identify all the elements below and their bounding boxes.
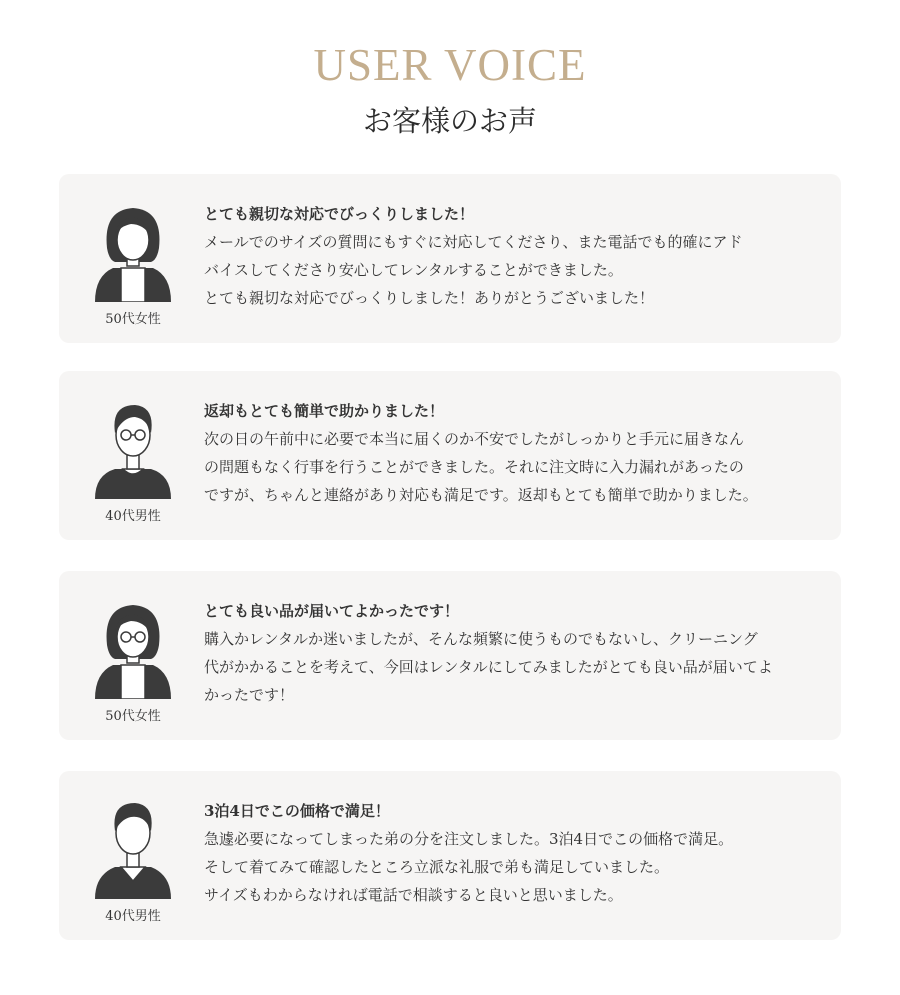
testimonial-body-line: とても親切な対応でびっくりしました！ありがとうございました！ — [204, 289, 655, 307]
testimonial-body-line: 購入かレンタルか迷いましたが、そんな頻繁に使うものでもないし、クリーニング — [204, 630, 758, 648]
testimonial-text — [204, 797, 834, 909]
testimonial-body-line: の問題もなく行事を行うことができました。それに注文時に入力漏れがあったの — [204, 458, 744, 476]
testimonial-body-line: そして着てみて確認したところ立派な礼服で弟も満足していました。 — [204, 858, 670, 876]
testimonial-title: とても親切な対応でびっくりしました！ — [204, 205, 475, 223]
man-avatar-icon — [93, 799, 173, 899]
woman-avatar-icon — [93, 202, 173, 302]
testimonial-body-line: 代がかかることを考えて、今回はレンタルにしてみましたがとても良い品が届いてよ — [204, 658, 773, 676]
age-label: 40代男性 — [105, 509, 161, 524]
age-label: 40代男性 — [105, 909, 161, 924]
section-title-en: USER VOICE — [313, 40, 587, 90]
man-with-glasses-avatar-icon — [93, 399, 173, 499]
testimonial-body-line: 次の日の午前中に必要で本当に届くのか不安でしたがしっかりと手元に届きなん — [204, 430, 745, 448]
testimonial-card — [59, 174, 841, 343]
testimonial-text — [204, 597, 834, 709]
testimonial-title: 返却もとても簡単で助かりました！ — [204, 402, 445, 420]
testimonial-body-line: 急遽必要になってしまった弟の分を注文しました。3泊4日でこの価格で満足。 — [204, 830, 734, 848]
testimonial-title: 3泊4日でこの価格で満足！ — [204, 802, 390, 820]
testimonial-body-line: ですが、ちゃんと連絡があり対応も満足です。返却もとても簡単で助かりました。 — [204, 486, 758, 504]
testimonial-body — [204, 228, 834, 312]
section-title-ja: お客様のお声 — [362, 104, 537, 138]
testimonial-body — [204, 425, 834, 509]
testimonial-card — [59, 371, 841, 540]
testimonial-body-line: バイスしてくださり安心してレンタルすることができました。 — [204, 261, 623, 279]
testimonial-text — [204, 397, 834, 509]
testimonial-text — [204, 200, 834, 312]
testimonial-body-line: かったです！ — [204, 686, 295, 704]
testimonial-body — [204, 825, 834, 909]
age-label: 50代女性 — [105, 312, 161, 327]
testimonial-body — [204, 625, 834, 709]
age-label: 50代女性 — [105, 709, 161, 724]
testimonial-body-line: メールでのサイズの質問にもすぐに対応してくださり、また電話でも的確にアド — [204, 233, 743, 251]
testimonial-body-line: サイズもわからなければ電話で相談すると良いと思いました。 — [204, 886, 623, 904]
testimonial-title: とても良い品が届いてよかったです！ — [204, 602, 460, 620]
testimonial-card — [59, 571, 841, 740]
woman-with-glasses-avatar-icon — [93, 599, 173, 699]
testimonial-card — [59, 771, 841, 940]
